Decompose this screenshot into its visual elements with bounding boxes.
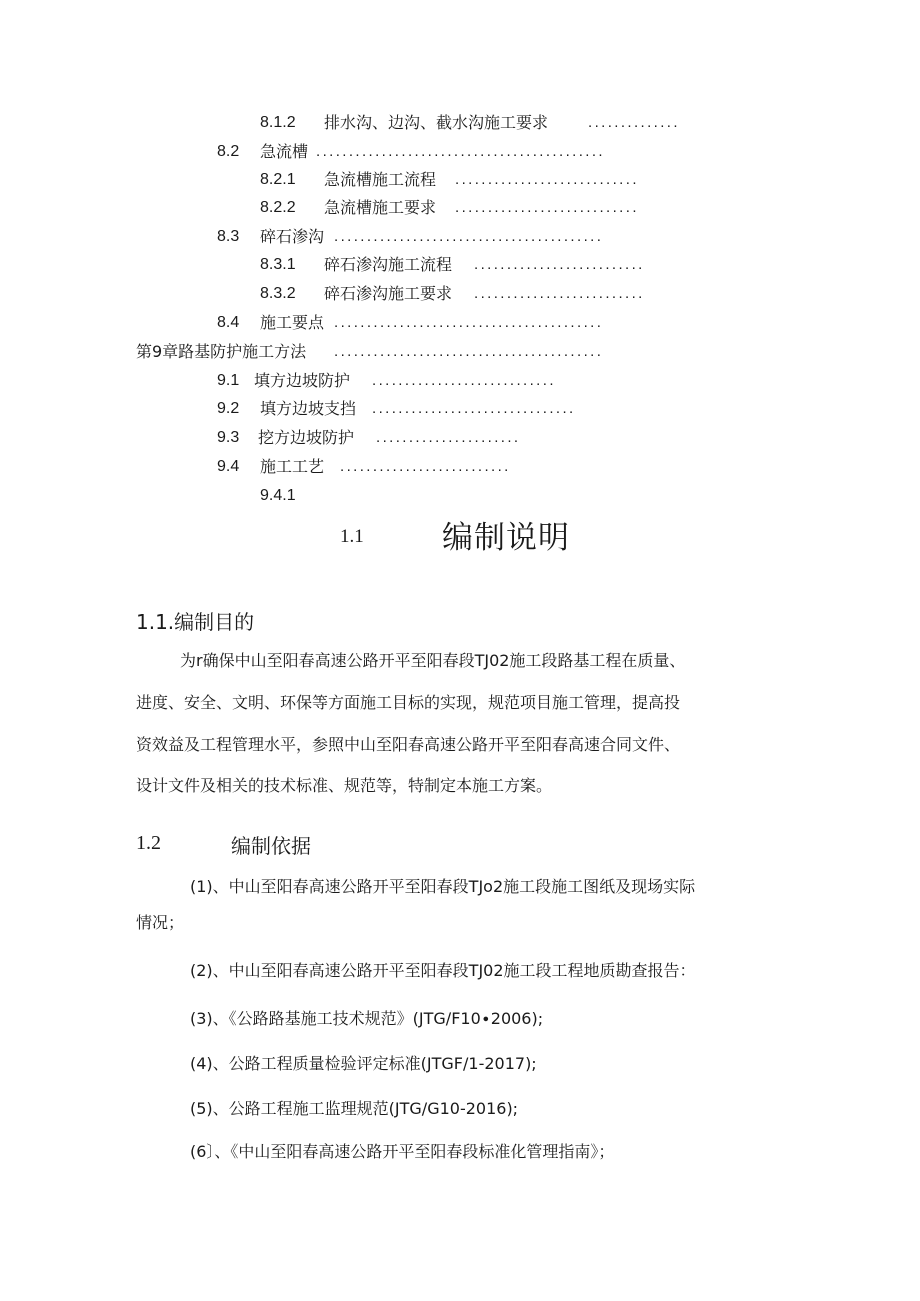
toc-leader-dots: ......................................... [334, 343, 604, 360]
toc-entry[interactable] [0, 167, 920, 193]
basis-item-continuation: 情况； [136, 913, 185, 932]
paragraph-line: 资效益及工程管理水平，参照中山至阳春高速公路开平至阳春高速合同文件、 [136, 735, 681, 754]
toc-leader-dots: ............................ [372, 372, 556, 389]
basis-item: (3)、《公路路基施工技术规范》(JTG∕F10∙2006); [190, 1009, 544, 1028]
toc-entry-title: 施工工艺 [260, 457, 325, 476]
toc-entry[interactable] [0, 425, 920, 451]
toc-leader-dots: .......................... [474, 256, 645, 273]
toc-entry-title: 挖方边坡防护 [258, 428, 355, 447]
toc-entry[interactable] [0, 139, 920, 165]
toc-entry-title: 急流槽施工要求 [324, 198, 437, 217]
toc-entry-chapter[interactable] [0, 339, 920, 365]
toc-entry-title: 第9章路基防护施工方法 [136, 342, 307, 361]
basis-item: (6〕、《中山至阳春高速公路开平至阳春段标准化管理指南》； [190, 1142, 615, 1161]
toc-entry-title: 排水沟、边沟、截水沟施工要求 [324, 113, 549, 132]
paragraph-line: 为r确保中山至阳春高速公路开平至阳春段TJ02施工段路基工程在质量、 [180, 651, 686, 670]
toc-entry-number: 8.2 [217, 143, 240, 160]
section-title: 编制依据 [231, 834, 311, 858]
toc-leader-dots: ............................ [455, 171, 639, 188]
toc-leader-dots: ......................................... [334, 228, 604, 245]
paragraph-line: 进度、安全、文明、环保等方面施工目标的实现，规范项目施工管理，提高投 [136, 693, 681, 712]
toc-entry[interactable] [0, 310, 920, 336]
toc-entry-number: 8.4 [217, 314, 240, 331]
basis-item: (1)、中山至阳春高速公路开平至阳春段TJo2施工段施工图纸及现场实际 [190, 877, 696, 896]
toc-leader-dots: ............................................ [316, 143, 605, 160]
basis-item: (2)、中山至阳春高速公路开平至阳春段TJ02施工段工程地质勘查报告： [190, 961, 696, 980]
subsection-title: 1.1.编制目的 [136, 610, 255, 634]
toc-entry-number: 8.2.2 [260, 199, 296, 216]
section-number: 1.1 [340, 526, 364, 547]
toc-entry[interactable] [0, 483, 920, 509]
toc-entry-number: 9.3 [217, 429, 240, 446]
toc-entry-number: 9.1 [217, 372, 240, 389]
toc-entry-number: 8.3 [217, 228, 240, 245]
toc-entry-title: 填方边坡防护 [254, 371, 351, 390]
toc-leader-dots: .............. [588, 114, 680, 131]
toc-entry-number: 8.3.2 [260, 285, 296, 302]
section-number: 1.2 [136, 832, 161, 854]
toc-entry[interactable] [0, 110, 920, 136]
paragraph-line: 设计文件及相关的技术标准、规范等，特制定本施工方案。 [136, 776, 553, 795]
toc-leader-dots: ............................ [455, 199, 639, 216]
toc-entry-number: 8.3.1 [260, 256, 296, 273]
toc-entry[interactable] [0, 368, 920, 394]
toc-entry-title: 急流槽 [260, 142, 309, 161]
toc-entry[interactable] [0, 195, 920, 221]
toc-entry-number: 9.4.1 [260, 487, 296, 504]
basis-item: (4)、公路工程质量检验评定标准(JTGF/1-2017); [190, 1054, 537, 1073]
toc-entry-title: 施工要点 [260, 313, 325, 332]
toc-entry-number: 8.1.2 [260, 114, 296, 131]
basis-item: (5)、公路工程施工监理规范(JTG/G10-2016); [190, 1099, 519, 1118]
toc-entry[interactable] [0, 454, 920, 480]
toc-entry-number: 9.2 [217, 400, 240, 417]
toc-entry[interactable] [0, 252, 920, 278]
toc-entry-title: 碎石渗沟施工要求 [324, 284, 453, 303]
toc-entry-title: 填方边坡支挡 [260, 399, 357, 418]
toc-leader-dots: .......................... [340, 458, 511, 475]
toc-leader-dots: .......................... [474, 285, 645, 302]
toc-leader-dots: ...................... [376, 429, 521, 446]
toc-entry-number: 9.4 [217, 458, 240, 475]
toc-entry-title: 碎石渗沟施工流程 [324, 255, 453, 274]
toc-leader-dots: ............................... [372, 400, 576, 417]
toc-leader-dots: ......................................... [334, 314, 604, 331]
section-title: 编制说明 [442, 520, 570, 556]
toc-entry[interactable] [0, 224, 920, 250]
toc-entry-number: 8.2.1 [260, 171, 296, 188]
toc-entry-title: 碎石渗沟 [260, 227, 325, 246]
toc-entry-title: 急流槽施工流程 [324, 170, 437, 189]
toc-entry[interactable] [0, 281, 920, 307]
toc-entry[interactable] [0, 396, 920, 422]
